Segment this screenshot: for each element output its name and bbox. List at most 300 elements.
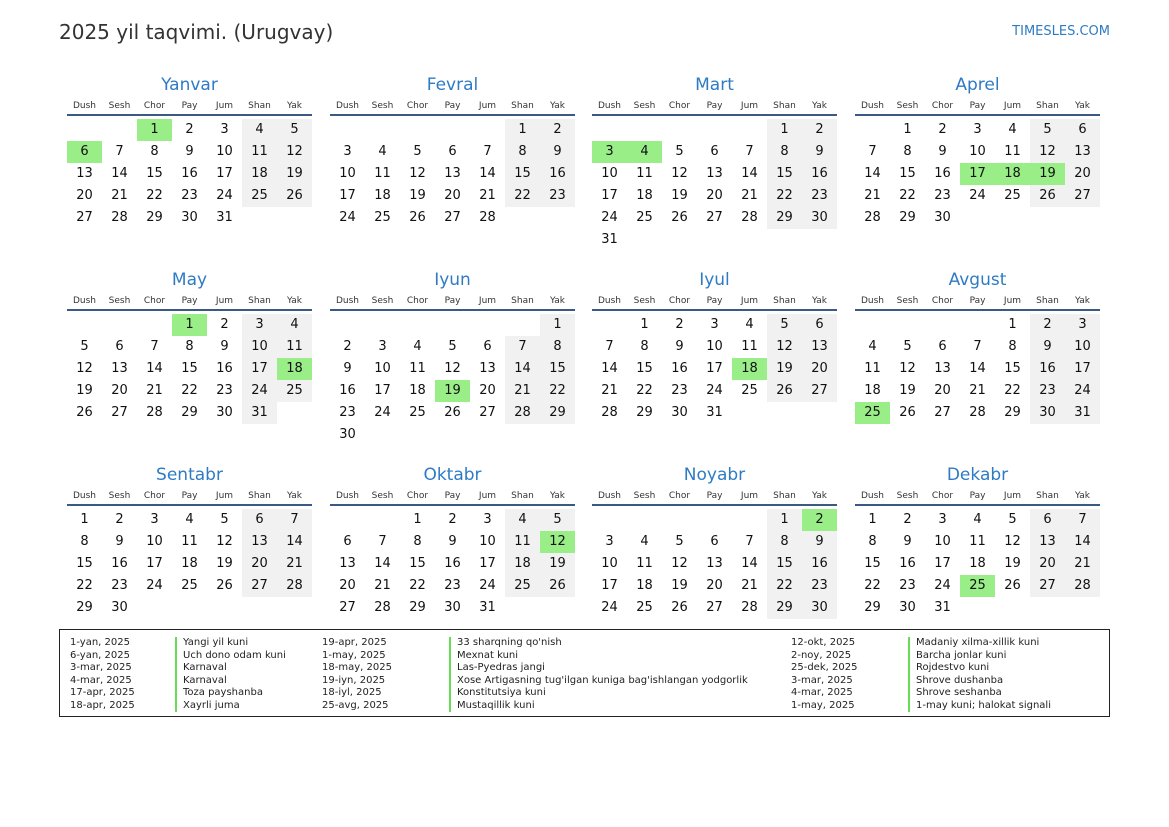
day-cell: 6 <box>343 534 352 549</box>
day-cell: 28 <box>505 402 540 424</box>
day-cell: 25 <box>636 600 653 615</box>
day-cell: 4 <box>973 512 982 527</box>
empty-cell <box>890 314 925 336</box>
weekday-label: Pay <box>444 296 461 306</box>
legend-holiday-name: Rojdestvo kuni <box>908 662 1051 675</box>
holiday-cell: 18 <box>995 163 1030 185</box>
day-cell: 10 <box>479 534 496 549</box>
day-cell: 9 <box>220 339 229 354</box>
day-cell: 3 <box>378 339 387 354</box>
empty-cell <box>137 314 172 336</box>
day-cell: 15 <box>505 163 540 185</box>
day-cell: 5 <box>277 119 312 141</box>
day-cell: 7 <box>868 144 877 159</box>
weekday-label: Chor <box>406 491 429 501</box>
empty-cell <box>102 119 137 141</box>
empty-cell <box>627 509 662 531</box>
empty-cell <box>330 119 365 141</box>
day-cell: 24 <box>146 578 163 593</box>
day-grid <box>67 509 312 619</box>
empty-cell <box>330 509 365 531</box>
day-cell: 18 <box>409 383 426 398</box>
day-cell: 17 <box>601 578 618 593</box>
weekday-label: Chor <box>143 491 166 501</box>
day-cell: 9 <box>938 144 947 159</box>
empty-cell <box>400 314 435 336</box>
day-cell: 12 <box>767 336 802 358</box>
day-cell: 14 <box>969 361 986 376</box>
legend-name-column <box>908 637 1051 712</box>
day-cell: 28 <box>741 210 758 225</box>
weekday-label: Dush <box>335 296 360 306</box>
month-oktabr <box>330 464 575 619</box>
month-name: Oktabr <box>423 465 482 485</box>
legend-holiday-name: Mustaqillik kuni <box>449 700 748 713</box>
day-cell: 17 <box>339 188 356 203</box>
day-cell: 16 <box>1030 358 1065 380</box>
day-cell: 2 <box>220 317 229 332</box>
day-cell: 2 <box>448 512 457 527</box>
weekday-label: Jum <box>740 101 759 111</box>
weekday-label: Sesh <box>371 101 394 111</box>
empty-cell <box>925 314 960 336</box>
day-cell: 22 <box>146 188 163 203</box>
day-cell: 22 <box>181 383 198 398</box>
day-cell: 13 <box>339 556 356 571</box>
day-cell: 16 <box>216 361 233 376</box>
day-grid <box>330 314 575 446</box>
day-grid <box>330 119 575 229</box>
day-cell: 22 <box>540 380 575 402</box>
month-avgust <box>855 269 1100 424</box>
day-cell: 13 <box>706 166 723 181</box>
day-cell: 18 <box>969 556 986 571</box>
holiday-cell: 1 <box>137 119 172 141</box>
weekday-label: Sesh <box>896 491 919 501</box>
legend-date: 19-apr, 2025 <box>322 637 387 648</box>
holiday-cell: 3 <box>592 141 627 163</box>
day-cell: 31 <box>601 232 618 247</box>
day-cell: 7 <box>115 144 124 159</box>
empty-cell <box>662 119 697 141</box>
day-cell: 14 <box>864 166 881 181</box>
empty-cell <box>732 509 767 531</box>
day-cell: 4 <box>505 509 540 531</box>
empty-cell <box>505 314 540 336</box>
day-grid <box>855 119 1100 229</box>
weekday-label: Sesh <box>896 296 919 306</box>
day-cell: 27 <box>444 210 461 225</box>
day-cell: 10 <box>934 534 951 549</box>
day-cell: 3 <box>220 122 229 137</box>
day-cell: 21 <box>741 188 758 203</box>
legend-holiday-name: Shrove seshanba <box>908 687 1051 700</box>
holiday-cell: 19 <box>435 380 470 402</box>
day-cell: 21 <box>864 188 881 203</box>
day-cell: 10 <box>969 144 986 159</box>
day-cell: 7 <box>150 339 159 354</box>
day-cell: 10 <box>339 166 356 181</box>
day-cell: 14 <box>741 556 758 571</box>
day-cell: 27 <box>242 575 277 597</box>
day-cell: 19 <box>1004 556 1021 571</box>
day-cell: 9 <box>115 534 124 549</box>
day-cell: 31 <box>1065 402 1100 424</box>
day-cell: 29 <box>540 402 575 424</box>
day-cell: 22 <box>409 578 426 593</box>
day-cell: 4 <box>413 339 422 354</box>
day-cell: 5 <box>220 512 229 527</box>
day-cell: 14 <box>1065 531 1100 553</box>
day-cell: 12 <box>1004 534 1021 549</box>
weekday-label: Pay <box>444 101 461 111</box>
day-cell: 11 <box>242 141 277 163</box>
day-cell: 25 <box>505 575 540 597</box>
day-cell: 18 <box>181 556 198 571</box>
month-name: Sentabr <box>156 465 223 485</box>
day-cell: 20 <box>802 358 837 380</box>
day-cell: 8 <box>767 531 802 553</box>
day-cell: 5 <box>448 339 457 354</box>
weekday-label: Yak <box>1075 296 1090 306</box>
day-cell: 9 <box>1030 336 1065 358</box>
day-cell: 12 <box>899 361 916 376</box>
day-cell: 23 <box>899 578 916 593</box>
day-cell: 29 <box>76 600 93 615</box>
legend-date: 19-iyn, 2025 <box>322 674 386 686</box>
day-cell: 3 <box>1065 314 1100 336</box>
weekday-header <box>592 293 837 311</box>
month-yanvar <box>67 74 312 229</box>
holiday-cell: 18 <box>277 358 312 380</box>
day-cell: 3 <box>710 317 719 332</box>
legend-holiday-name: Mexnat kuni <box>449 650 748 663</box>
day-cell: 31 <box>479 600 496 615</box>
legend-date-column <box>322 637 392 712</box>
day-cell: 30 <box>181 210 198 225</box>
day-cell: 12 <box>1030 141 1065 163</box>
day-cell: 20 <box>706 188 723 203</box>
weekday-label: Yak <box>550 101 565 111</box>
month-may <box>67 269 312 424</box>
day-cell: 13 <box>76 166 93 181</box>
weekday-header <box>855 293 1100 311</box>
day-cell: 15 <box>181 361 198 376</box>
day-cell: 31 <box>934 600 951 615</box>
day-cell: 13 <box>1065 141 1100 163</box>
day-cell: 24 <box>706 383 723 398</box>
site-link[interactable]: TIMESLES.COM <box>1012 24 1110 39</box>
weekday-header <box>855 488 1100 506</box>
day-cell: 10 <box>601 166 618 181</box>
day-cell: 26 <box>671 210 688 225</box>
day-cell: 9 <box>675 339 684 354</box>
day-cell: 26 <box>444 405 461 420</box>
weekday-label: Dush <box>72 491 97 501</box>
day-cell: 6 <box>483 339 492 354</box>
day-cell: 16 <box>934 166 951 181</box>
weekday-label: Yak <box>812 101 827 111</box>
day-cell: 5 <box>1008 512 1017 527</box>
weekday-label: Yak <box>812 491 827 501</box>
weekday-label: Sesh <box>633 491 656 501</box>
weekday-label: Sesh <box>896 101 919 111</box>
day-cell: 16 <box>899 556 916 571</box>
weekday-label: Jum <box>215 296 234 306</box>
weekday-label: Chor <box>143 101 166 111</box>
day-cell: 5 <box>80 339 89 354</box>
day-cell: 23 <box>802 575 837 597</box>
day-cell: 28 <box>479 210 496 225</box>
day-cell: 17 <box>706 361 723 376</box>
month-name: Avgust <box>948 270 1007 290</box>
day-cell: 21 <box>146 383 163 398</box>
holiday-cell: 4 <box>627 141 662 163</box>
weekday-label: Jum <box>1003 491 1022 501</box>
weekday-label: Dush <box>335 101 360 111</box>
day-cell: 22 <box>76 578 93 593</box>
empty-cell <box>365 509 400 531</box>
day-cell: 26 <box>409 210 426 225</box>
day-cell: 8 <box>767 141 802 163</box>
weekday-label: Dush <box>860 101 885 111</box>
month-name: May <box>171 270 208 290</box>
day-cell: 29 <box>409 600 426 615</box>
day-cell: 15 <box>767 163 802 185</box>
day-cell: 2 <box>802 119 837 141</box>
day-cell: 11 <box>636 556 653 571</box>
month-dekabr <box>855 464 1100 619</box>
legend-date: 18-may, 2025 <box>322 662 392 673</box>
day-cell: 12 <box>277 141 312 163</box>
weekday-label: Sesh <box>108 101 131 111</box>
empty-cell <box>592 314 627 336</box>
day-cell: 30 <box>802 207 837 229</box>
day-cell: 12 <box>444 361 461 376</box>
day-cell: 14 <box>479 166 496 181</box>
day-cell: 27 <box>706 210 723 225</box>
legend-name-column <box>175 637 286 712</box>
day-cell: 20 <box>1030 553 1065 575</box>
day-cell: 23 <box>216 383 233 398</box>
weekday-label: Shan <box>1036 101 1059 111</box>
day-cell: 15 <box>76 556 93 571</box>
day-cell: 14 <box>111 166 128 181</box>
legend-date: 4-mar, 2025 <box>70 674 132 686</box>
empty-cell <box>592 119 627 141</box>
month-name: Iyul <box>699 270 730 290</box>
weekday-label: Jum <box>215 101 234 111</box>
legend-date-column <box>70 637 135 712</box>
day-cell: 15 <box>540 358 575 380</box>
day-cell: 7 <box>1065 509 1100 531</box>
day-cell: 13 <box>111 361 128 376</box>
empty-cell <box>855 314 890 336</box>
legend-holiday-name: Karnaval <box>175 675 286 688</box>
weekday-label: Dush <box>597 491 622 501</box>
day-cell: 30 <box>111 600 128 615</box>
empty-cell <box>435 314 470 336</box>
weekday-label: Yak <box>1075 491 1090 501</box>
empty-cell <box>400 119 435 141</box>
day-cell: 23 <box>934 188 951 203</box>
day-cell: 16 <box>540 163 575 185</box>
empty-cell <box>662 509 697 531</box>
weekday-label: Shan <box>1036 296 1059 306</box>
weekday-header <box>67 98 312 116</box>
weekday-label: Chor <box>668 101 691 111</box>
weekday-label: Chor <box>668 296 691 306</box>
day-cell: 2 <box>903 512 912 527</box>
weekday-header <box>592 488 837 506</box>
day-cell: 11 <box>864 361 881 376</box>
day-cell: 3 <box>973 122 982 137</box>
weekday-label: Dush <box>860 296 885 306</box>
weekday-label: Chor <box>931 296 954 306</box>
day-cell: 26 <box>1030 185 1065 207</box>
day-cell: 20 <box>242 553 277 575</box>
day-cell: 29 <box>899 210 916 225</box>
legend-date: 1-may, 2025 <box>322 649 386 661</box>
day-cell: 25 <box>409 405 426 420</box>
day-cell: 11 <box>374 166 391 181</box>
legend-holiday-name: Barcha jonlar kuni <box>908 650 1051 663</box>
weekday-label: Shan <box>1036 491 1059 501</box>
day-cell: 21 <box>277 553 312 575</box>
day-cell: 7 <box>745 534 754 549</box>
day-cell: 26 <box>1004 578 1021 593</box>
weekday-label: Dush <box>72 101 97 111</box>
day-cell: 22 <box>767 185 802 207</box>
day-cell: 5 <box>767 314 802 336</box>
weekday-label: Jum <box>478 101 497 111</box>
day-cell: 21 <box>969 383 986 398</box>
day-cell: 22 <box>864 578 881 593</box>
day-cell: 31 <box>242 402 277 424</box>
day-cell: 2 <box>1030 314 1065 336</box>
month-aprel <box>855 74 1100 229</box>
day-cell: 30 <box>1030 402 1065 424</box>
empty-cell <box>627 119 662 141</box>
weekday-header <box>67 488 312 506</box>
day-cell: 26 <box>277 185 312 207</box>
day-cell: 11 <box>181 534 198 549</box>
month-name: Yanvar <box>161 75 218 95</box>
day-cell: 23 <box>802 185 837 207</box>
day-cell: 9 <box>343 361 352 376</box>
month-name: Fevral <box>426 75 479 95</box>
day-cell: 17 <box>216 166 233 181</box>
weekday-label: Yak <box>550 491 565 501</box>
day-cell: 30 <box>671 405 688 420</box>
weekday-label: Chor <box>931 101 954 111</box>
day-cell: 25 <box>374 210 391 225</box>
weekday-label: Jum <box>1003 296 1022 306</box>
day-cell: 28 <box>601 405 618 420</box>
weekday-label: Shan <box>511 101 534 111</box>
weekday-label: Pay <box>181 491 198 501</box>
month-name: Dekabr <box>946 465 1009 485</box>
day-cell: 4 <box>277 314 312 336</box>
day-cell: 9 <box>802 531 837 553</box>
day-cell: 27 <box>76 210 93 225</box>
weekday-label: Jum <box>740 296 759 306</box>
day-cell: 19 <box>671 188 688 203</box>
day-cell: 7 <box>745 144 754 159</box>
weekday-header <box>855 98 1100 116</box>
day-cell: 19 <box>899 383 916 398</box>
empty-cell <box>732 119 767 141</box>
day-cell: 31 <box>706 405 723 420</box>
weekday-label: Sesh <box>371 296 394 306</box>
day-cell: 25 <box>636 210 653 225</box>
day-cell: 1 <box>640 317 649 332</box>
day-cell: 12 <box>216 534 233 549</box>
day-cell: 4 <box>242 119 277 141</box>
day-cell: 26 <box>76 405 93 420</box>
day-grid <box>592 314 837 424</box>
day-grid <box>67 119 312 229</box>
day-cell: 10 <box>706 339 723 354</box>
legend-holiday-name: Xose Artigasning tug'ilgan kuniga bag'ishlangan yodgorlik <box>449 675 748 688</box>
day-cell: 18 <box>636 578 653 593</box>
weekday-label: Dush <box>597 296 622 306</box>
day-cell: 23 <box>111 578 128 593</box>
day-cell: 30 <box>934 210 951 225</box>
weekday-label: Jum <box>1003 101 1022 111</box>
legend-date: 1-yan, 2025 <box>70 637 130 648</box>
day-cell: 1 <box>903 122 912 137</box>
day-cell: 28 <box>111 210 128 225</box>
day-cell: 1 <box>868 512 877 527</box>
day-cell: 16 <box>802 553 837 575</box>
day-cell: 4 <box>378 144 387 159</box>
day-cell: 6 <box>710 144 719 159</box>
day-cell: 26 <box>216 578 233 593</box>
day-cell: 19 <box>216 556 233 571</box>
day-cell: 6 <box>242 509 277 531</box>
weekday-label: Chor <box>406 101 429 111</box>
day-grid <box>855 509 1100 619</box>
legend-date: 4-mar, 2025 <box>791 687 853 698</box>
day-cell: 29 <box>864 600 881 615</box>
day-cell: 11 <box>969 534 986 549</box>
month-noyabr <box>592 464 837 619</box>
day-cell: 28 <box>969 405 986 420</box>
day-cell: 15 <box>767 553 802 575</box>
day-cell: 5 <box>675 534 684 549</box>
day-cell: 18 <box>636 188 653 203</box>
day-cell: 7 <box>277 509 312 531</box>
empty-cell <box>470 314 505 336</box>
day-cell: 1 <box>767 119 802 141</box>
day-cell: 16 <box>181 166 198 181</box>
day-cell: 15 <box>636 361 653 376</box>
legend-holiday-name: Xayrli juma <box>175 700 286 713</box>
day-cell: 8 <box>185 339 194 354</box>
day-cell: 13 <box>802 336 837 358</box>
legend-date: 2-noy, 2025 <box>791 649 852 661</box>
legend-holiday-name: Konstitutsiya kuni <box>449 687 748 700</box>
empty-cell <box>855 119 890 141</box>
day-cell: 8 <box>868 534 877 549</box>
day-cell: 16 <box>339 383 356 398</box>
day-cell: 1 <box>505 119 540 141</box>
day-grid <box>67 314 312 424</box>
day-cell: 4 <box>868 339 877 354</box>
day-cell: 21 <box>479 188 496 203</box>
day-cell: 29 <box>181 405 198 420</box>
